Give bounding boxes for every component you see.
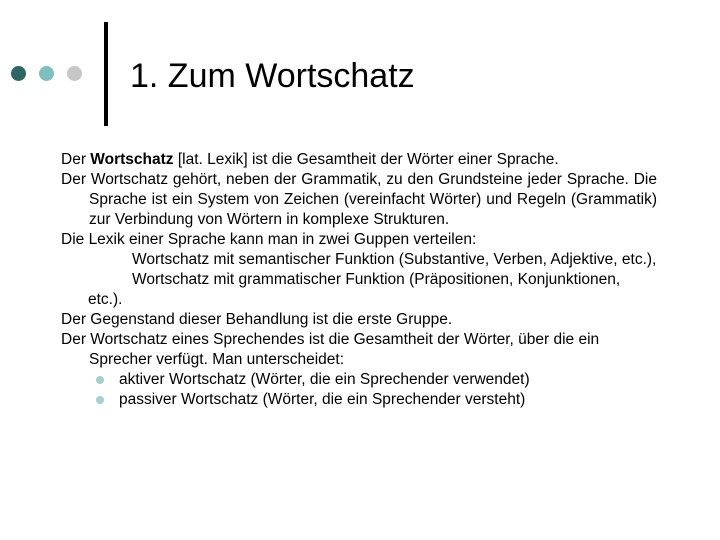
bullet-item <box>61 370 657 390</box>
slide-body <box>61 150 657 410</box>
text: [lat. Lexik] ist die Gesamtheit der Wörter einer Sprache. <box>173 151 559 168</box>
group-grammatical: Wortschatz mit grammatischer Funktion (Präpositionen, Konjunktionen, etc.). <box>88 271 621 308</box>
dot-icon <box>67 66 82 81</box>
bullet-icon <box>96 396 104 404</box>
paragraph-speaker: Der Wortschatz eines Sprechendes ist die Gesamtheit der Wörter, über die ein Sprecher verfügt. Man unterscheidet: <box>61 331 600 368</box>
group-semantic: Wortschatz mit semantischer Funktion (Substantive, Verben, Adjektive, etc.), <box>132 251 657 268</box>
dot-icon <box>39 66 54 81</box>
paragraph-subject: Der Gegenstand dieser Behandlung ist die erste Gruppe. <box>61 311 453 328</box>
term-bold: Wortschatz <box>90 151 174 168</box>
paragraph-definition <box>61 150 657 170</box>
paragraph-grammar: Der Wortschatz gehört, neben der Grammatik, zu den Grundsteine jeder Sprache. Die Sprache ist ein System von Zeichen (vereinfacht Wörter) und Regeln (Grammatik) zur Verbindung von Wörtern in komplexe Strukturen. <box>61 171 657 228</box>
bullet-item <box>61 390 657 410</box>
title-divider <box>104 22 108 126</box>
paragraph-groups: Die Lexik einer Sprache kann man in zwei Guppen verteilen: <box>61 231 477 248</box>
bullet-text: aktiver Wortschatz (Wörter, die ein Sprechender verwendet) <box>119 371 530 388</box>
bullet-icon <box>96 376 104 384</box>
dot-icon <box>11 66 26 81</box>
bullet-text: passiver Wortschatz (Wörter, die ein Sprechender versteht) <box>119 391 526 408</box>
text: Der <box>61 151 91 168</box>
slide-title: 1. Zum Wortschatz <box>130 57 415 95</box>
